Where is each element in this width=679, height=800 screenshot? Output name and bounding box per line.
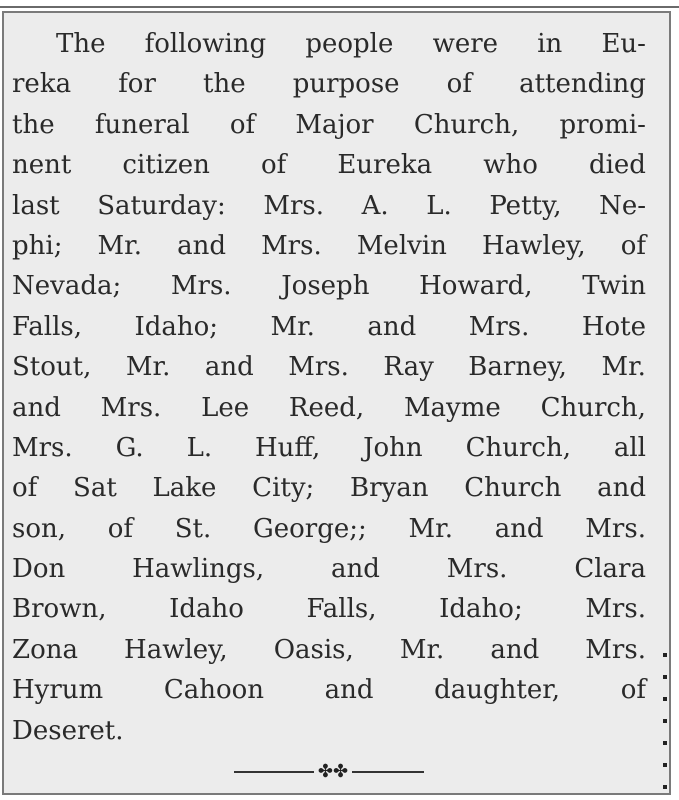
article-word: Mrs. <box>288 352 349 383</box>
article-word: of <box>260 150 287 181</box>
article-word: purpose <box>292 69 400 100</box>
article-word: of <box>620 675 646 706</box>
article-line <box>12 388 646 428</box>
article-word: Mrs. <box>585 594 646 625</box>
article-word: Mayme <box>403 392 501 423</box>
article-word: nent <box>12 150 72 181</box>
article-word: A. <box>361 190 389 221</box>
article-word: The <box>56 29 106 59</box>
ornament-rule-left <box>234 771 314 773</box>
article-word: Ray <box>383 352 434 383</box>
article-word: all <box>613 432 646 463</box>
article-word: Don <box>12 554 66 585</box>
article-word: were <box>432 29 499 59</box>
ornament-rule-right <box>352 771 424 773</box>
article-word: Mrs. <box>468 311 530 342</box>
article-word: John <box>363 432 423 463</box>
article-word: Eu- <box>601 29 646 59</box>
article-word: Reed, <box>288 392 365 423</box>
article-word: phi; <box>12 230 63 261</box>
article-word: Hote <box>581 311 646 342</box>
article-word: Eureka <box>337 150 433 181</box>
article-paragraph <box>12 24 646 751</box>
article-word: of <box>229 109 256 140</box>
article-word: Falls, <box>306 594 377 625</box>
article-word: for <box>118 69 156 100</box>
top-column-rule <box>0 6 679 8</box>
article-line <box>12 307 646 347</box>
article-word: Bryan <box>350 473 429 504</box>
article-line <box>12 347 646 387</box>
article-word: of <box>620 230 646 261</box>
article-word: City; <box>252 473 315 504</box>
article-line <box>12 589 646 629</box>
article-word: who <box>483 150 538 181</box>
article-line <box>12 24 646 64</box>
article-word: Mr. <box>270 311 315 342</box>
article-line <box>12 266 646 306</box>
article-line <box>12 64 646 104</box>
article-line <box>12 549 646 589</box>
article-word: Mr. <box>408 513 453 544</box>
article-word: Mr. <box>601 352 646 383</box>
article-word: attending <box>519 69 646 100</box>
article-word: and <box>494 513 544 544</box>
article-word: Mr. <box>399 634 445 665</box>
article-word: St. <box>174 513 212 544</box>
article-line <box>12 428 646 468</box>
article-word: Deseret. <box>12 715 124 746</box>
article-word: L. <box>186 432 213 463</box>
article-word: the <box>203 69 246 100</box>
article-word: died <box>588 150 646 181</box>
article-word: Church, <box>465 432 571 463</box>
article-word: Falls, <box>12 311 83 342</box>
article-word: and <box>367 311 417 342</box>
article-word: Lee <box>201 392 250 423</box>
article-line <box>12 105 646 145</box>
article-word: of <box>12 473 38 504</box>
article-word: Huff, <box>254 432 321 463</box>
article-word: Clara <box>574 554 646 585</box>
article-word: son, <box>12 513 67 544</box>
article-line <box>12 509 646 549</box>
article-word: Idaho; <box>134 311 219 342</box>
article-word: Saturday: <box>97 190 226 221</box>
article-word: promi- <box>559 109 646 140</box>
article-word: Barney, <box>468 352 567 383</box>
article-word: Twin <box>582 271 646 302</box>
article-word: reka <box>12 69 72 100</box>
article-word: Brown, <box>12 594 107 625</box>
article-word: Stout, <box>12 352 92 383</box>
article-word: and <box>324 675 374 706</box>
article-word: Mrs. <box>585 634 646 665</box>
article-word: Hawlings, <box>132 554 265 585</box>
article-word: daughter, <box>434 675 561 706</box>
article-word: people <box>305 29 394 59</box>
article-word: and <box>177 230 226 261</box>
article-word: Nevada; <box>12 271 122 302</box>
article-word: Church <box>464 473 562 504</box>
article-line <box>12 630 646 670</box>
article-word: Hyrum <box>12 675 104 706</box>
ornament-glyph: ✤✤ <box>317 761 349 782</box>
article-word: citizen <box>122 150 210 181</box>
article-word: Major <box>295 109 374 140</box>
article-word: Cahoon <box>163 675 265 706</box>
article-word: last <box>12 190 60 221</box>
article-word: Joseph <box>281 271 370 302</box>
article-word: Mrs. <box>12 432 73 463</box>
article-word: Idaho <box>169 594 244 625</box>
scan-edge-specks <box>663 653 667 795</box>
article-word: and <box>490 634 540 665</box>
article-word: George;; <box>252 513 367 544</box>
article-word: Mrs. <box>263 190 324 221</box>
article-word: Mrs. <box>261 230 322 261</box>
article-word: Ne- <box>599 190 646 221</box>
article-line <box>12 226 646 266</box>
article-word: Mr. <box>125 352 171 383</box>
article-line <box>12 711 646 751</box>
article-line <box>12 145 646 185</box>
article-word: Mrs. <box>446 554 508 585</box>
article-word: Sat <box>73 473 117 504</box>
article-word: Lake <box>152 473 217 504</box>
article-word: and <box>331 554 380 585</box>
article-word: following <box>144 29 267 59</box>
article-word: Howard, <box>419 271 533 302</box>
article-word: in <box>537 29 563 59</box>
article-word: Church, <box>540 392 646 423</box>
article-word: G. <box>115 432 144 463</box>
article-line <box>12 670 646 710</box>
article-word: and <box>12 392 61 423</box>
article-word: and <box>597 473 646 504</box>
article-word: Mr. <box>97 230 143 261</box>
article-word: L. <box>426 190 452 221</box>
article-word: Oasis, <box>273 634 354 665</box>
article-word: and <box>204 352 254 383</box>
article-word: of <box>107 513 134 544</box>
article-word: the <box>12 109 55 140</box>
article-word: Hawley, <box>124 634 228 665</box>
article-line <box>12 468 646 508</box>
article-word: Mrs. <box>585 513 646 544</box>
article-word: funeral <box>94 109 190 140</box>
article-word: of <box>446 69 472 100</box>
article-word: Church, <box>413 109 520 140</box>
end-of-article-ornament <box>224 760 434 784</box>
article-word: Zona <box>12 634 78 665</box>
article-word: Mrs. <box>100 392 162 423</box>
article-word: Melvin <box>356 230 447 261</box>
article-word: Idaho; <box>439 594 523 625</box>
article-word: Hawley, <box>481 230 586 261</box>
article-word: Petty, <box>489 190 562 221</box>
article-word: Mrs. <box>170 271 232 302</box>
article-line <box>12 186 646 226</box>
